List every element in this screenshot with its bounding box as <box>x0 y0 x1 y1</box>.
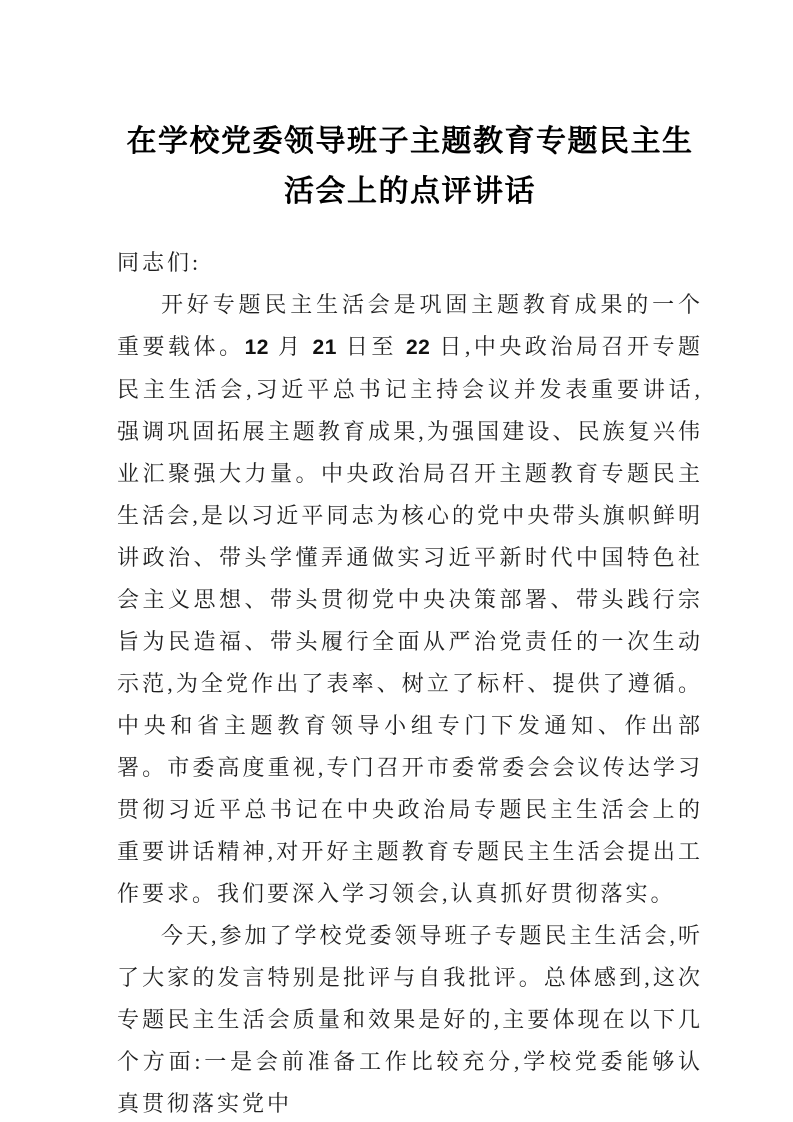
salutation: 同志们: <box>117 250 202 275</box>
paragraph-2: 今天,参加了学校党委领导班子专题民主生活会,听了大家的发言特别是批评与自我批评。总体感到,这次专题民主生活会质量和效果是好的,主要体现在以下几个方面:一是会前准备工作比较充分,学校党委能够认真贯彻落实党中 <box>117 923 704 1116</box>
paragraph-1: 开好专题民主生活会是巩固主题教育成果的一个重要载体。12 月 21 日至 22 日,中央政治局召开专题民主生活会,习近平总书记主持会议并发表重要讲话,强调巩固拓展主题教育成果,为强国建设、民族复兴伟业汇聚强大力量。中央政治局召开主题教育专题民主生活会,是以习近平同志为核心的党中央带头旗帜鲜明讲政治、带头学懂弄通做实习近平新时代中国特色社会主义思想、带头贯彻党中央决策部署、带头践行宗旨为民造福、带头履行全面从严治党责任的一次生动示范,为全党作出了表率、树立了标杆、提供了遵循。中央和省主题教育领导小组专门下发通知、作出部署。市委高度重视,专门召开市委常委会会议传达学习贯彻习近平总书记在中央政治局专题民主生活会上的重要讲话精神,对开好主题教育专题民主生活会提出工作要求。我们要深入学习领会,认真抓好贯彻落实。 <box>117 292 703 906</box>
document-content <box>117 0 703 1122</box>
document-title: 在学校党委领导班子主题教育专题民主生活会上的点评讲话 <box>126 125 694 208</box>
document-body <box>117 242 703 1122</box>
